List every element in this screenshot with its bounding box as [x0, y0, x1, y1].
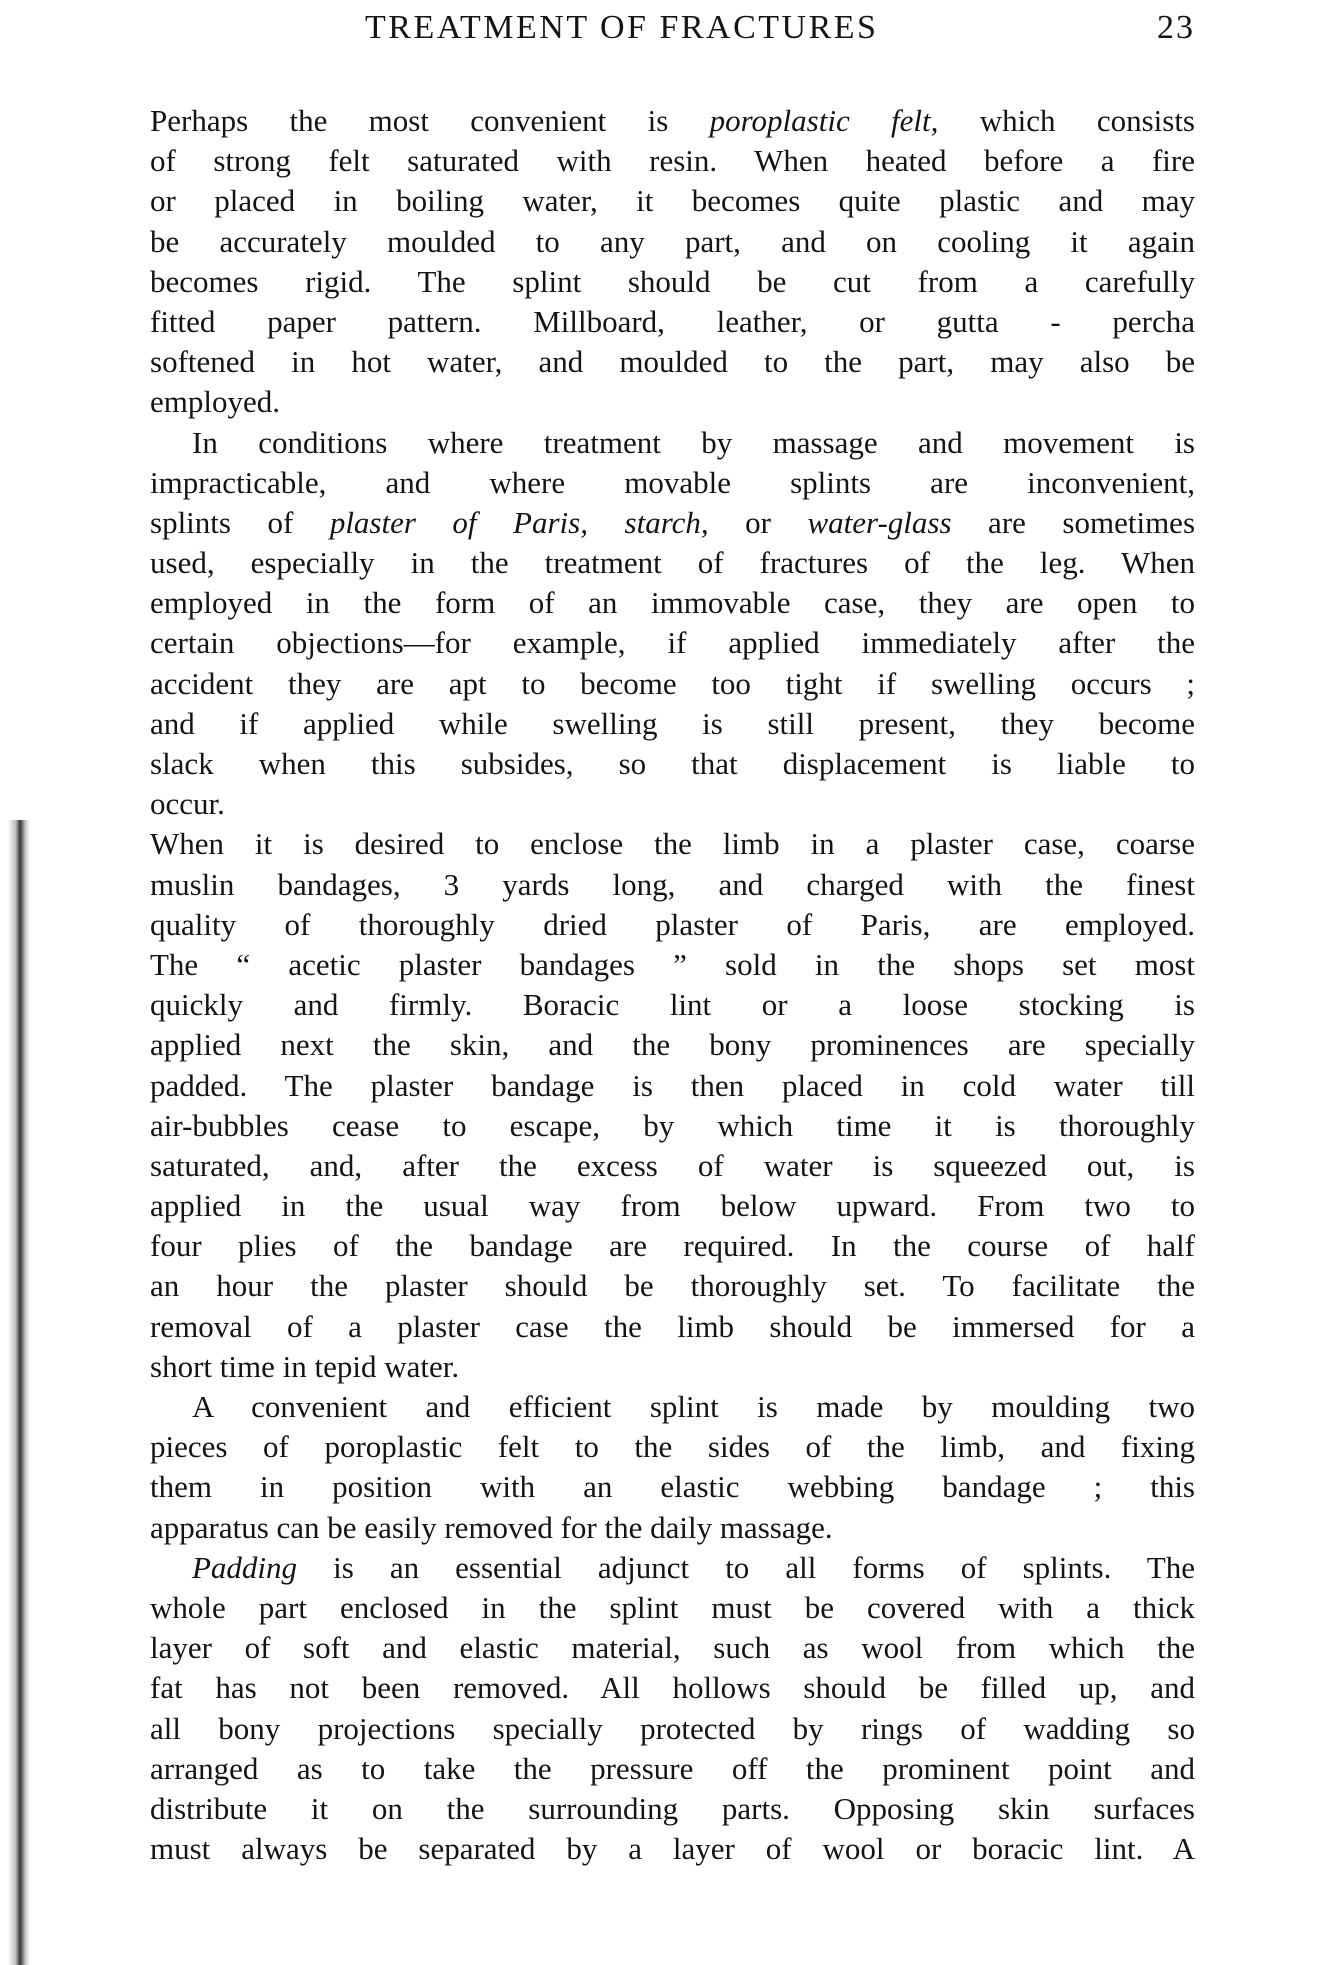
text-line: fat has not been removed. All hollows should be filled up, and — [150, 1670, 1195, 1706]
text-run: is an essential adjunct to all forms of splints. The — [297, 1549, 1195, 1585]
text-line: air-bubbles cease to escape, by which time it is thoroughly — [150, 1107, 1195, 1143]
paragraph-1 — [150, 101, 1195, 423]
text-line: short time in tepid water. — [150, 1348, 460, 1384]
text-line: becomes rigid. The splint should be cut from a carefully — [150, 263, 1195, 299]
text-line: muslin bandages, 3 yards long, and charged with the finest — [150, 866, 1195, 902]
text-line: saturated, and, after the excess of water is squeezed out, is — [150, 1147, 1195, 1183]
paragraph-4 — [150, 1387, 1195, 1548]
text-line: impracticable, and where movable splints are inconvenient, — [150, 464, 1195, 500]
text-line: whole part enclosed in the splint must be covered with a thick — [150, 1589, 1195, 1625]
body-text — [150, 101, 1195, 1869]
text-line: applied in the usual way from below upward. From two to — [150, 1188, 1195, 1224]
italic-term: water-glass — [807, 504, 952, 540]
text-line: certain objections—for example, if applied immediately after the — [150, 625, 1195, 661]
text-line: softened in hot water, and moulded to the part, may also be — [150, 344, 1195, 380]
italic-term: poroplastic felt, — [709, 103, 939, 138]
text-line — [150, 101, 1195, 141]
text-line: employed in the form of an immovable case, they are open to — [150, 585, 1195, 621]
text-line: occur. — [150, 786, 225, 822]
text-line — [150, 503, 1195, 543]
text-line: quickly and firmly. Boracic lint or a loose stocking is — [150, 987, 1195, 1023]
text-line: four plies of the bandage are required. In the course of half — [150, 1228, 1195, 1264]
text-line: padded. The plaster bandage is then placed in cold water till — [150, 1067, 1195, 1103]
text-line: fitted paper pattern. Millboard, leather, or gutta - percha — [150, 303, 1195, 339]
running-title: TREATMENT OF FRACTURES — [365, 9, 879, 46]
text-line: them in position with an elastic webbing bandage ; this — [150, 1469, 1195, 1505]
text-line: When it is desired to enclose the limb in a plaster case, coarse — [150, 826, 1195, 862]
italic-term: starch, — [624, 504, 709, 540]
paragraph-3 — [150, 824, 1195, 1387]
binding-shadow — [8, 820, 30, 1965]
text-line: A convenient and efficient splint is made by moulding two — [192, 1389, 1195, 1424]
text-line: applied next the skin, and the bony prominences are specially — [150, 1027, 1195, 1063]
text-line: slack when this subsides, so that displacement is liable to — [150, 746, 1195, 781]
text-line: In conditions where treatment by massage and movement is — [192, 424, 1195, 460]
text-line: distribute it on the surrounding parts. Opposing skin surfaces — [150, 1790, 1195, 1826]
italic-term: Padding — [192, 1549, 298, 1585]
text-run: are sometimes — [951, 504, 1195, 540]
text-line: employed. — [150, 384, 280, 420]
text-line: arranged as to take the pressure off the prominent point and — [150, 1750, 1195, 1786]
paragraph-2 — [150, 423, 1195, 825]
text-line: be accurately moulded to any part, and on cooling it again — [150, 223, 1195, 259]
text-line: used, especially in the treatment of fractures of the leg. When — [150, 545, 1195, 581]
text-line: The “ acetic plaster bandages ” sold in the shops set most — [150, 946, 1195, 982]
text-line: must always be separated by a layer of wool or boracic lint. A — [150, 1831, 1195, 1867]
page-number: 23 — [1157, 9, 1195, 46]
text-line: accident they are apt to become too tight if swelling occurs ; — [150, 665, 1195, 701]
text-line: quality of thoroughly dried plaster of Paris, are employed. — [150, 906, 1195, 942]
text-line: and if applied while swelling is still present, they become — [150, 705, 1195, 741]
text-run: or — [708, 504, 808, 540]
text-line: removal of a plaster case the limb should be immersed for a — [150, 1308, 1195, 1344]
text-run: splints of — [150, 504, 330, 540]
text-run — [588, 505, 625, 540]
text-line: layer of soft and elastic material, such as wool from which the — [150, 1630, 1195, 1666]
text-line: of strong felt saturated with resin. When heated before a fire — [150, 143, 1195, 179]
text-line: apparatus can be easily removed for the daily massage. — [150, 1509, 833, 1545]
italic-term: plaster of Paris, — [329, 504, 588, 540]
text-line: or placed in boiling water, it becomes quite plastic and may — [150, 183, 1195, 219]
page-header — [150, 6, 1195, 50]
text-line: an hour the plaster should be thoroughly set. To facilitate the — [150, 1268, 1195, 1304]
text-line: all bony projections specially protected by rings of wadding so — [150, 1710, 1195, 1746]
paragraph-5 — [150, 1548, 1195, 1870]
text-line: pieces of poroplastic felt to the sides of the limb, and fixing — [150, 1429, 1195, 1465]
text-run: which consists — [938, 103, 1195, 138]
text-line — [150, 1548, 1195, 1588]
text-run: Perhaps the most convenient is — [150, 103, 710, 138]
